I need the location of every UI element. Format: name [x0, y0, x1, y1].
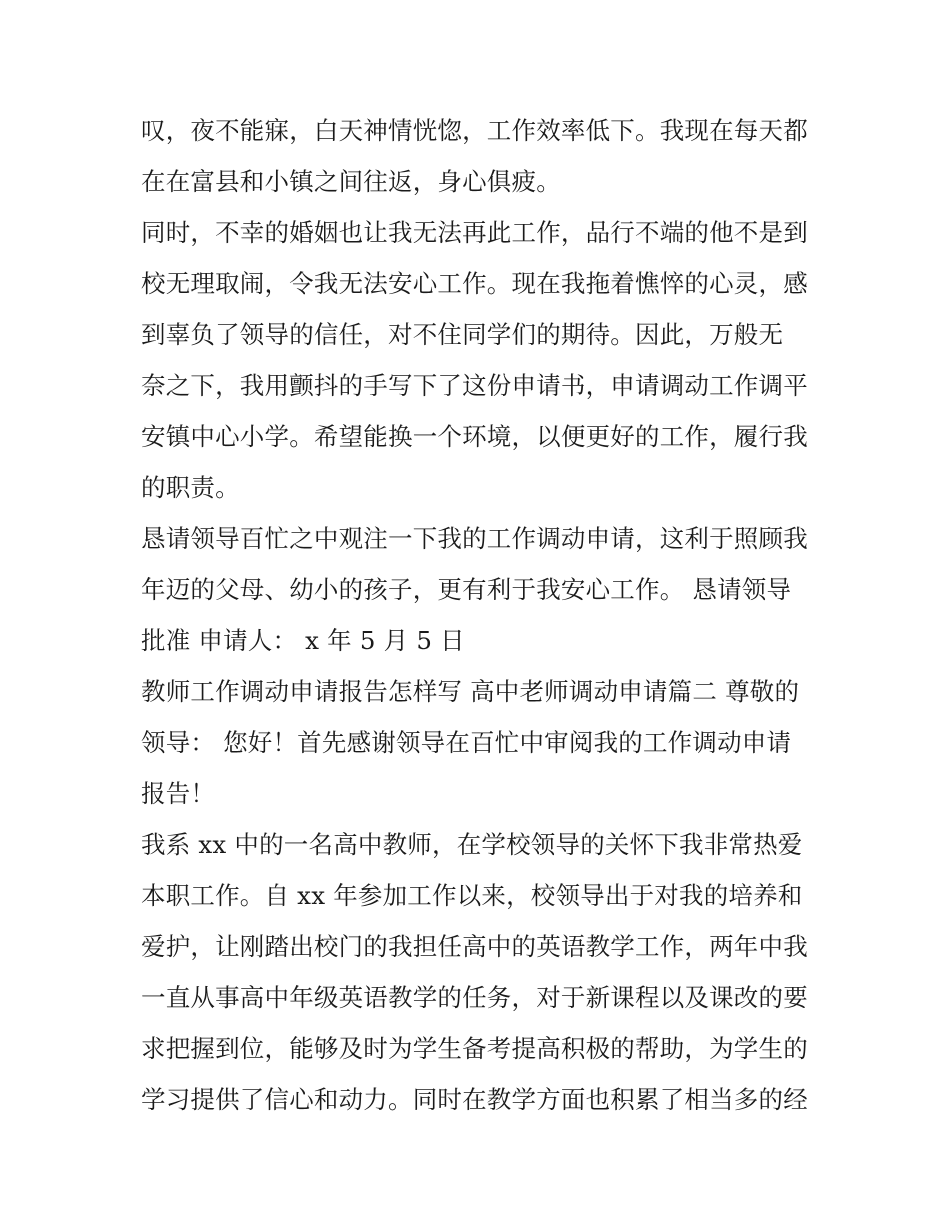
text-line: 一直从事高中年级英语教学的任务，对于新课程以及课改的要 [141, 983, 808, 1012]
text-line: 领导： 您好！首先感谢领导在百忙中审阅我的工作调动申请 [141, 728, 792, 757]
text-line: 同时，不幸的婚姻也让我无法再此工作，品行不端的他不是到 [141, 218, 808, 247]
text-line: 我系 xx 中的一名高中教师，在学校领导的关怀下我非常热爱 [141, 830, 803, 859]
text-line: 奈之下，我用颤抖的手写下了这份申请书，申请调动工作调平 [141, 371, 808, 400]
text-line: 恳请领导百忙之中观注一下我的工作调动申请，这利于照顾我 [141, 524, 808, 553]
text-line: 叹，夜不能寐，白天神情恍惚，工作效率低下。我现在每天都 [141, 116, 808, 145]
text-line: 本职工作。自 xx 年参加工作以来，校领导出于对我的培养和 [141, 881, 803, 910]
text-line: 到辜负了领导的信任，对不住同学们的期待。因此，万般无 [141, 320, 784, 349]
text-line: 爱护，让刚踏出校门的我担任高中的英语教学工作，两年中我 [141, 932, 808, 961]
text-line: 报告！ [141, 779, 216, 808]
text-line: 的职责。 [141, 473, 240, 502]
signature-line: 批准 申请人： x 年 5 月 5 日 [141, 626, 465, 655]
text-line: 年迈的父母、幼小的孩子，更有利于我安心工作。 恳请领导 [141, 575, 792, 604]
text-line: 安镇中心小学。希望能换一个环境，以便更好的工作，履行我 [141, 422, 808, 451]
document-body [141, 105, 821, 1125]
text-line: 求把握到位，能够及时为学生备考提高积极的帮助，为学生的 [141, 1034, 808, 1063]
section-heading-line: 教师工作调动申请报告怎样写 高中老师调动申请篇二 尊敬的 [141, 677, 800, 706]
text-line: 在在富县和小镇之间往返，身心俱疲。 [141, 167, 561, 196]
text-line: 学习提供了信心和动力。同时在教学方面也积累了相当多的经 [141, 1085, 808, 1114]
text-line: 校无理取闹，令我无法安心工作。现在我拖着憔悴的心灵，感 [141, 269, 808, 298]
